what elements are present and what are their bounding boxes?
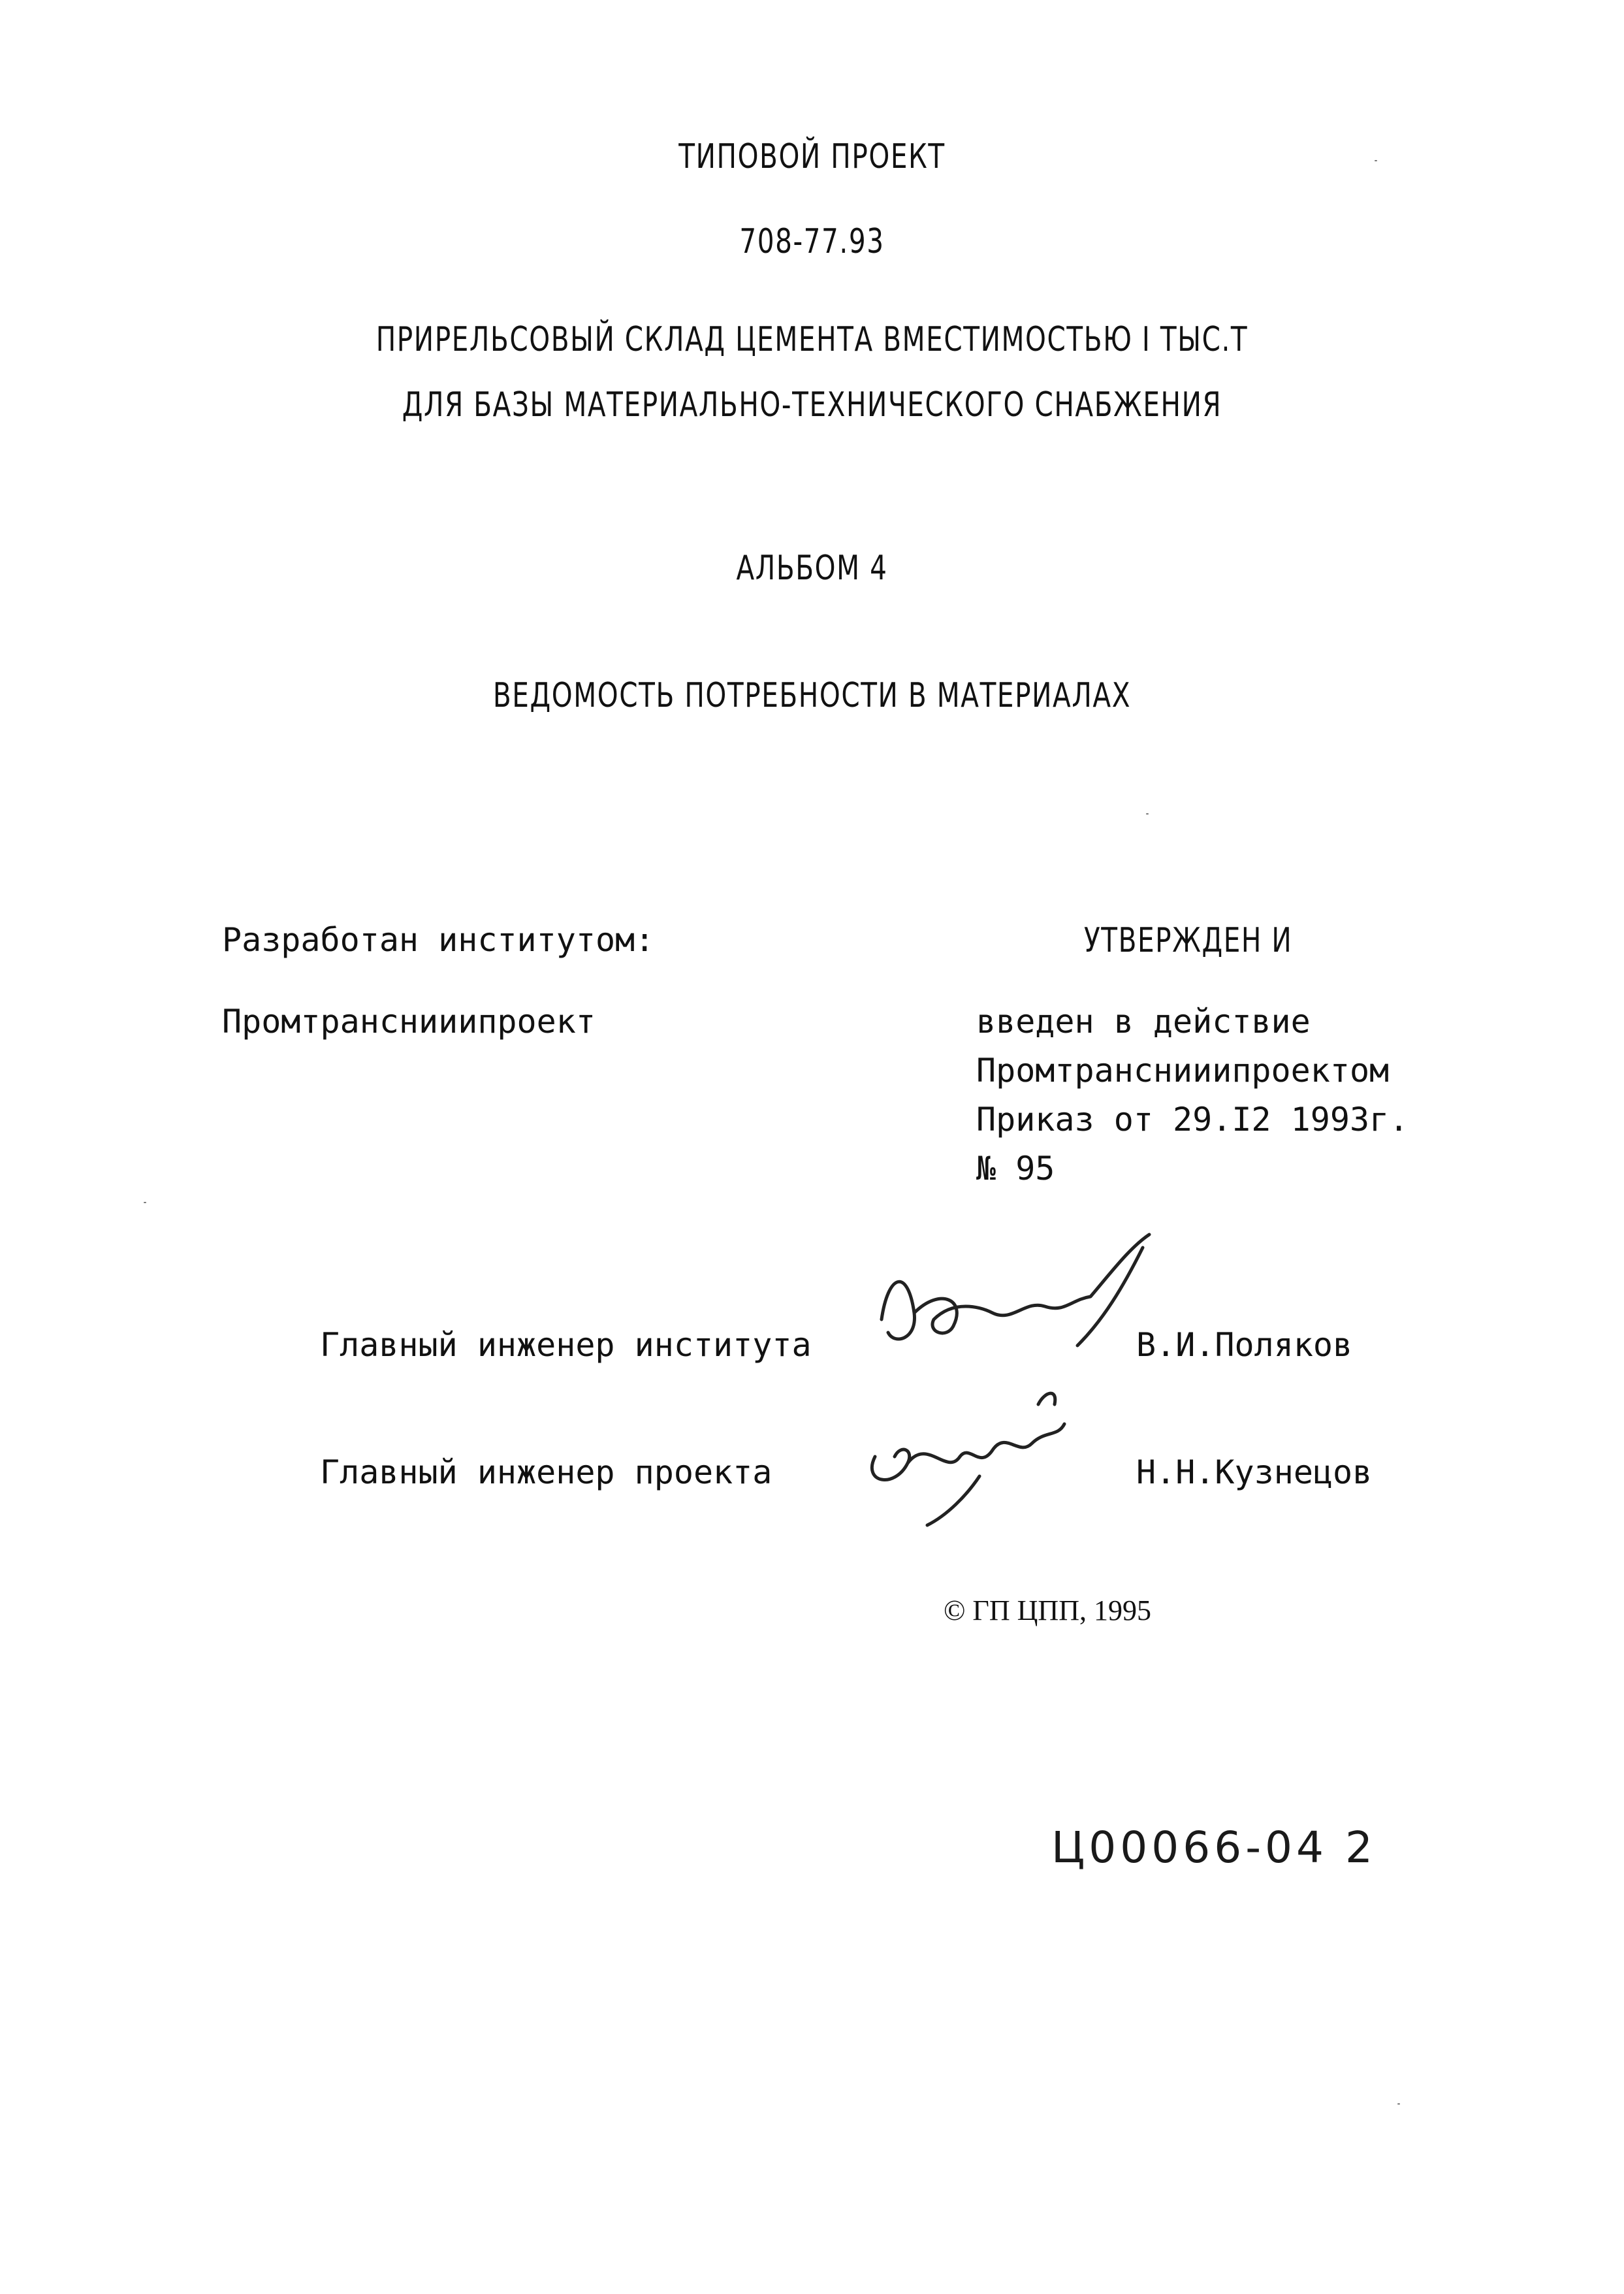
signature-mark xyxy=(849,1385,1084,1531)
chief-engineer-institute-role: Главный инженер института xyxy=(320,1326,812,1364)
developer-name: Промтранснииипроект xyxy=(222,1003,596,1041)
approval-order-number: № 95 xyxy=(976,1150,1055,1187)
project-title-line-1: ПРИРЕЛЬСОВЫЙ СКЛАД ЦЕМЕНТА ВМЕСТИМОСТЬЮ I ТЫС.Т xyxy=(375,320,1249,359)
copyright-stamp: © ГП ЦПП, 1995 xyxy=(944,1594,1151,1626)
scan-speck xyxy=(144,1202,146,1203)
archive-code: Ц00066-04 2 xyxy=(1051,1822,1377,1873)
scan-speck xyxy=(1375,160,1377,161)
signature-mark xyxy=(868,1235,1169,1381)
project-title-line-2: ДЛЯ БАЗЫ МАТЕРИАЛЬНО-ТЕХНИЧЕСКОГО СНАБЖЕНИЯ xyxy=(402,385,1222,425)
chief-engineer-project-name: Н.Н.Кузнецов xyxy=(1136,1453,1373,1491)
approval-label: УТВЕРЖДЕН И xyxy=(1084,921,1293,960)
approval-line-2: Промтранснииипроектом xyxy=(976,1052,1390,1090)
chief-engineer-project-role: Главный инженер проекта xyxy=(320,1453,772,1491)
album-title: ВЕДОМОСТЬ ПОТРЕБНОСТИ В МАТЕРИАЛАХ xyxy=(492,676,1132,715)
doc-type: ТИПОВОЙ ПРОЕКТ xyxy=(678,137,946,176)
approval-order: Приказ от 29.I2 1993г. xyxy=(976,1101,1409,1139)
scan-speck xyxy=(1397,2103,1400,2105)
chief-engineer-institute-name: В.И.Поляков xyxy=(1136,1326,1353,1364)
scan-speck xyxy=(1146,813,1149,815)
approval-line-1: введен в действие xyxy=(976,1003,1311,1041)
developer-label: Разработан институтом: xyxy=(222,921,655,959)
project-number: 708-77.93 xyxy=(739,222,885,261)
album-number: АЛЬБОМ 4 xyxy=(736,549,888,588)
